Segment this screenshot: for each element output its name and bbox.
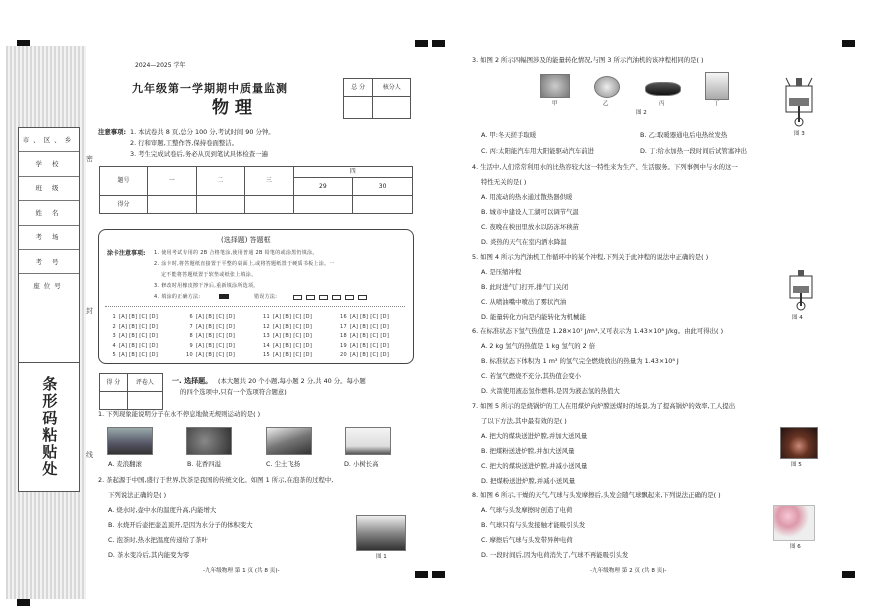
q3-option-a: A. 甲:冬天搓手取暖 <box>481 131 537 139</box>
image-flowers <box>186 427 232 455</box>
check-mark-icon <box>293 295 302 300</box>
registration-mark <box>415 40 428 47</box>
score-col: 三 <box>245 167 294 196</box>
score-cell[interactable] <box>245 196 294 214</box>
answer-options[interactable]: [A] [B] [C] [D] <box>350 333 390 339</box>
question-4-cont: 特性无关的是( ) <box>481 178 527 186</box>
figure-3-caption: 图 3 <box>794 131 805 137</box>
answer-card-note: 定不能将答题纸置于软垫或纸张上填涂。 <box>161 272 257 278</box>
question-2-cont: 下列说法正确的是( ) <box>108 491 167 499</box>
answer-options[interactable]: [A] [B] [C] [D] <box>119 314 159 320</box>
image-jia <box>540 74 570 98</box>
barcode-area <box>18 362 80 492</box>
notice-3: 3. 考生完成试卷后,务必从页到笔试具体检查一遍 <box>130 150 268 158</box>
q2-option-b: B. 水烧开后壶把壶盖顶开,是因为水分子的体积变大 <box>108 521 253 529</box>
registration-mark <box>842 40 855 47</box>
q6-option-c: C. 若氢气燃烧不充分,其热值会变小 <box>481 372 582 380</box>
answer-row[interactable] <box>184 352 235 358</box>
image-tea-set <box>356 515 406 551</box>
total-score-label: 总 分 <box>344 79 373 97</box>
answer-options[interactable]: [A] [B] [C] [D] <box>196 352 236 358</box>
q8-option-c: C. 摩擦后气球与头发带异种电荷 <box>481 536 573 544</box>
answer-options[interactable]: [A] [B] [C] [D] <box>119 323 159 330</box>
correct-fill-icon <box>219 294 229 299</box>
section-score-label: 得 分 <box>100 374 128 392</box>
q7-option-d: D. 把煤粉送进炉膛,并减小送风量 <box>481 477 576 485</box>
q1-option-c: C. 尘土飞扬 <box>266 460 301 468</box>
q3-option-b: B. 乙:取暖器通电后电热丝发热 <box>640 131 728 139</box>
section-desc-1: (本大题共 20 个小题,每小题 2 分,共 40 分。每小题 <box>218 377 366 385</box>
answer-card-note: 3. 修改时用橡皮擦干净后,重新填涂所选项。 <box>154 283 259 289</box>
q4-option-c: C. 夜晚在秧田里放水以防冻坏秧苗 <box>481 223 579 231</box>
question-2: 2. 茶起源于中国,盛行于世界,饮茶是我国的传统文化。如图 1 所示,在泡茶的过程中, <box>98 476 334 484</box>
answer-options[interactable]: [A] [B] [C] [D] <box>350 314 390 320</box>
field-school: 学 校 <box>19 152 79 176</box>
image-bing <box>645 82 681 96</box>
q2-option-d: D. 茶水变冷后,其内能变为零 <box>108 551 190 559</box>
question-8: 8. 如图 6 所示,干燥的天气,气球与头发摩擦后,头发会随气球飘起来,下列说法正确的是( ) <box>472 491 721 499</box>
answer-card-note: 1. 使用考试专用的 2B 合格笔涂,使用普通 2B 铅笔的或涂黑仍填涂。 <box>154 250 318 256</box>
answer-options[interactable]: [A] [B] [C] [D] <box>196 342 236 349</box>
field-name: 姓 名 <box>19 201 79 225</box>
section-grader-cell[interactable] <box>127 392 162 410</box>
image-small-tree <box>345 427 391 455</box>
answer-row[interactable] <box>338 352 389 358</box>
answer-row[interactable] <box>107 324 158 330</box>
question-3: 3. 如图 2 所示四幅图涉及的能量转化情况,与图 3 所示汽油机的该冲程相同的是( ) <box>472 56 704 64</box>
question-number: 8 <box>189 333 193 339</box>
image-yi <box>594 76 620 98</box>
grader-box <box>343 78 411 119</box>
question-number: 10 <box>186 352 193 358</box>
student-info-table <box>18 127 80 371</box>
answer-card-note-label: 涂卡注意事项: <box>107 250 146 257</box>
answer-card-note: 2. 涂卡时,将答题纸直接置于平整的桌面上,或将答题纸置于硬质书板上涂。一 <box>154 261 335 267</box>
notice-label: 注意事项: <box>98 128 127 136</box>
image-balloon-girl <box>773 505 815 541</box>
q1-option-d: D. 小树长高 <box>344 460 379 468</box>
q3-option-c: C. 丙:太阳能汽车用大阳能驱动汽车前进 <box>481 147 594 155</box>
q6-option-d: D. 火箭使用液态氢作燃料,是因为液态氢的热值大 <box>481 387 620 395</box>
question-number: 3 <box>112 333 116 339</box>
section-score-box <box>99 373 163 410</box>
score-col: 二 <box>196 167 245 196</box>
answer-row[interactable] <box>338 314 389 320</box>
field-exam-number: 考 号 <box>19 250 79 274</box>
answer-row[interactable] <box>338 333 389 339</box>
figure-1-caption: 图 1 <box>376 554 387 560</box>
image-label-jia: 甲 <box>552 101 558 107</box>
q7-option-c: C. 把大的煤块送进炉膛,并减小送风量 <box>481 462 588 470</box>
q4-option-d: D. 炎热的天气在室内洒水降温 <box>481 238 567 246</box>
question-number: 5 <box>112 352 116 358</box>
field-exam-room: 考 场 <box>19 226 79 250</box>
notice-1: 1. 本试卷共 8 页,总分 100 分,考试时间 90 分钟。 <box>130 128 275 136</box>
image-label-yi: 乙 <box>603 101 609 107</box>
figure-6-caption: 图 6 <box>790 544 801 550</box>
barcode-label: 条形码粘贴处 <box>40 376 59 478</box>
question-7: 7. 如图 5 所示的是烧锅炉的工人在用煤炉向炉膛送煤时的场景,为了提高锅炉的效率,工人提出 <box>472 402 736 410</box>
answer-card-title: (选择题) 答题框 <box>221 236 271 244</box>
answer-row[interactable] <box>107 333 158 339</box>
answer-row[interactable] <box>184 324 235 330</box>
image-ding <box>705 72 729 100</box>
answer-options[interactable]: [A] [B] [C] [D] <box>119 342 159 349</box>
figure-5-caption: 图 5 <box>791 462 802 468</box>
answer-row[interactable] <box>338 324 389 330</box>
q7-option-a: A. 把大的煤块送进炉膛,并加大送风量 <box>481 432 588 440</box>
engine-diagram-fig4 <box>784 268 818 314</box>
q8-option-a: A. 气球与头发摩擦时创造了电荷 <box>481 506 573 514</box>
field-class: 班 级 <box>19 177 79 201</box>
question-number: 18 <box>340 333 347 339</box>
score-col: 四 <box>293 167 413 178</box>
field-seat-number: 座位号 <box>33 282 65 291</box>
seal-mark: 线 <box>86 451 93 459</box>
q4-option-a: A. 用流动的热水通过散热器供暖 <box>481 193 573 201</box>
q1-option-a: A. 麦浪翻滚 <box>108 460 142 468</box>
image-label-ding: 丁 <box>714 101 720 107</box>
question-number: 4 <box>112 342 116 349</box>
score-table-header: 题号 <box>100 167 148 196</box>
answer-options[interactable]: [A] [B] [C] [D] <box>273 323 313 330</box>
score-row-label: 得分 <box>100 196 148 214</box>
question-5: 5. 如图 4 所示为汽油机工作循环中的某个冲程,下列关于此冲程的说法中正确的是( ) <box>472 253 709 261</box>
score-table <box>99 166 413 214</box>
answer-row[interactable] <box>184 343 235 349</box>
answer-card-note: 错误方法: <box>254 294 278 300</box>
answer-options[interactable]: [A] [B] [C] [D] <box>196 323 236 330</box>
question-number: 12 <box>263 323 270 330</box>
image-dust <box>266 427 312 455</box>
answer-options[interactable]: [A] [B] [C] [D] <box>273 342 313 349</box>
school-year: 2024—2025 学年 <box>135 62 186 69</box>
question-6: 6. 在标准状态下氢气热值是 1.28×10⁷ J/m³,又可表示为 1.43×10⁸ J/kg。由此可得出( ) <box>472 327 724 335</box>
q5-option-b: B. 此时进气门打开,排气门关闭 <box>481 283 569 291</box>
score-cell[interactable] <box>196 196 245 214</box>
q4-option-b: B. 城市中建设人工湖可以调节气温 <box>481 208 579 216</box>
total-score-cell[interactable] <box>344 97 373 119</box>
answer-row[interactable] <box>107 343 158 349</box>
question-number: 6 <box>189 314 193 320</box>
dot-mark-icon <box>319 295 328 300</box>
answer-options[interactable]: [A] [B] [C] [D] <box>350 342 390 349</box>
registration-mark <box>17 599 30 606</box>
question-7-cont: 了以下方法,其中最有效的是( ) <box>481 417 567 425</box>
answer-options[interactable]: [A] [B] [C] [D] <box>350 323 390 330</box>
score-cell[interactable] <box>148 196 197 214</box>
figure-4-caption: 图 4 <box>792 315 803 321</box>
section-score-cell[interactable] <box>100 392 128 410</box>
answer-row[interactable] <box>184 333 235 339</box>
answer-options[interactable]: [A] [B] [C] [D] <box>119 352 159 358</box>
score-subcol: 29 <box>293 178 353 196</box>
seal-mark: 密 <box>86 155 93 163</box>
question-1: 1. 下列现象能说明分子在永不停息地做无规则运动的是( ) <box>98 410 261 418</box>
answer-row[interactable] <box>338 343 389 349</box>
answer-row[interactable] <box>107 314 158 320</box>
section-desc-2: 的四个选项中,只有一个选项符合题意) <box>180 388 287 396</box>
question-4: 4. 生活中,人们常常利用水的比热容较大这一特性来为生产、生活服务。下列事例中与水的这一 <box>472 163 738 171</box>
q8-option-d: D. 一段时间后,因为电荷消失了,气球不再能吸引头发 <box>481 551 629 559</box>
answer-options[interactable]: [A] [B] [C] [D] <box>196 333 236 339</box>
seal-mark: 封 <box>86 307 93 315</box>
exam-title: 九年级第一学期期中质量监测 <box>132 82 288 95</box>
q2-option-c: C. 泡茶时,热水把温度传递给了茶叶 <box>108 536 209 544</box>
question-number: 11 <box>263 314 270 320</box>
answer-options[interactable]: [A] [B] [C] [D] <box>273 333 313 339</box>
question-number: 19 <box>340 342 347 349</box>
checker-label: 核分人 <box>373 79 411 97</box>
question-number: 1 <box>112 314 116 320</box>
question-number: 2 <box>112 323 116 330</box>
answer-row[interactable] <box>261 343 312 349</box>
q5-option-c: C. 从喷油嘴中喷出了雾状汽油 <box>481 298 567 306</box>
score-subcol: 30 <box>353 178 413 196</box>
field-district: 市、区、乡 <box>19 128 79 152</box>
registration-mark <box>432 40 445 47</box>
q7-option-b: B. 把煤粉送进炉膛,并加大送风量 <box>481 447 575 455</box>
registration-mark <box>432 571 445 578</box>
q3-option-d: D. 丁:给水加热一段时间后试管塞冲出 <box>640 147 747 155</box>
half-fill-icon <box>345 295 354 300</box>
question-number: 9 <box>189 342 193 349</box>
answer-row[interactable] <box>107 352 158 358</box>
answer-options[interactable]: [A] [B] [C] [D] <box>196 314 236 320</box>
page-2-footer: -九年级物理 第 2 页 (共 8 页)- <box>590 568 667 574</box>
image-boiler-worker <box>780 427 818 459</box>
subject-title: 物 理 <box>212 98 252 118</box>
score-cell[interactable] <box>353 196 413 214</box>
q5-option-a: A. 是压缩冲程 <box>481 268 522 276</box>
figure-2-caption: 图 2 <box>636 110 647 116</box>
q1-option-b: B. 花香四溢 <box>187 460 222 468</box>
answer-row[interactable] <box>261 333 312 339</box>
registration-mark <box>415 571 428 578</box>
answer-row[interactable] <box>261 324 312 330</box>
answer-row[interactable] <box>261 314 312 320</box>
question-number: 20 <box>340 352 347 358</box>
answer-options[interactable]: [A] [B] [C] [D] <box>350 352 390 358</box>
cross-mark-icon <box>306 295 315 300</box>
answer-options[interactable]: [A] [B] [C] [D] <box>119 333 159 339</box>
section-grader-label: 评卷人 <box>127 374 162 392</box>
engine-diagram-fig3 <box>778 72 820 130</box>
image-label-bing: 丙 <box>659 101 665 107</box>
question-number: 7 <box>189 323 193 330</box>
wrong-fill-icons <box>291 293 369 301</box>
answer-card-note: 4. 填涂的正确方法: <box>154 294 201 300</box>
image-wheat-field <box>107 427 153 455</box>
q5-option-d: D. 能量转化方向是内能转化为机械能 <box>481 313 586 321</box>
question-number: 13 <box>263 333 270 339</box>
question-number: 16 <box>340 314 347 320</box>
slash-mark-icon <box>358 295 367 300</box>
answer-options[interactable]: [A] [B] [C] [D] <box>273 314 313 320</box>
q6-option-b: B. 标准状态下体积为 1 m³ 的氢气完全燃烧放出的热量为 1.43×10⁸ J <box>481 357 679 365</box>
score-cell[interactable] <box>293 196 353 214</box>
notice-2: 2. 行和审题,工整作答,保持卷面整洁。 <box>130 139 239 147</box>
question-number: 14 <box>263 342 270 349</box>
q6-option-a: A. 2 kg 氢气的热值是 1 kg 氢气的 2 倍 <box>481 342 596 350</box>
q2-option-a: A. 烧水时,壶中水的温度升高,内能增大 <box>108 506 217 514</box>
page-1-footer: -九年级物理 第 1 页 (共 8 页)- <box>203 568 280 574</box>
answer-row[interactable] <box>261 352 312 358</box>
checker-cell[interactable] <box>373 97 411 119</box>
question-number: 15 <box>263 352 270 358</box>
section-title: 一. 选择题。 <box>172 377 213 385</box>
registration-mark <box>842 571 855 578</box>
score-col: 一 <box>148 167 197 196</box>
answer-options[interactable]: [A] [B] [C] [D] <box>273 352 313 358</box>
answer-row[interactable] <box>184 314 235 320</box>
question-number: 17 <box>340 323 347 330</box>
oval-mark-icon <box>332 295 341 300</box>
q8-option-b: B. 气球只有与头发接触才能吸引头发 <box>481 521 586 529</box>
answer-card <box>98 229 414 364</box>
